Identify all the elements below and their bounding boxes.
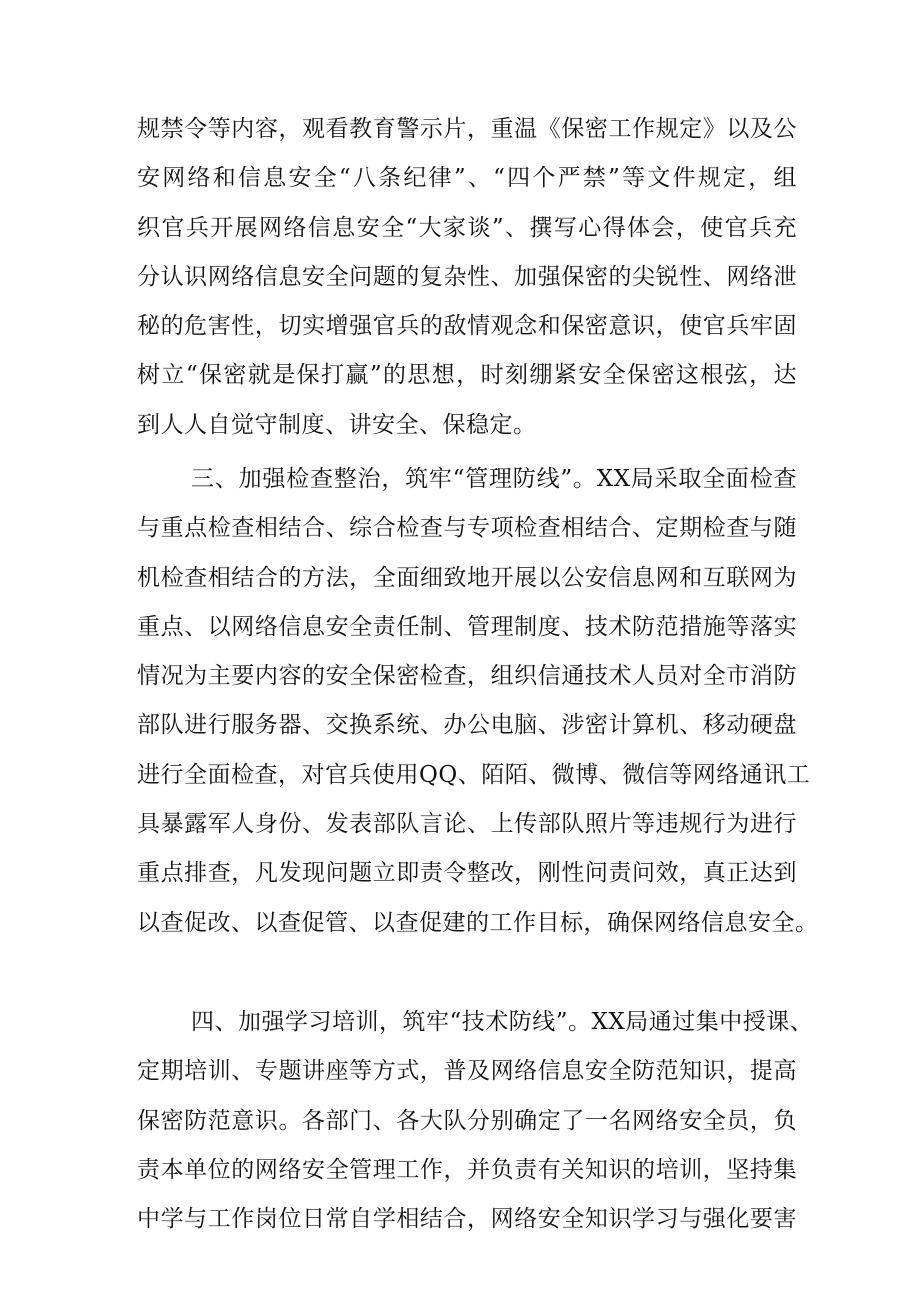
text-line: 责本单位的网络安全管理工作，并负责有关知识的培训，坚持集 xyxy=(137,1156,797,1183)
text-line: 分认识网络信息安全问题的复杂性、加强保密的尖锐性、网络泄 xyxy=(137,263,797,290)
paragraph-section-three xyxy=(137,455,819,948)
text-line: 中学与工作岗位日常自学相结合，网络安全知识学习与强化要害 xyxy=(137,1206,797,1233)
text-line: 三、加强检查整治，筑牢“管理防线”。XX局采取全面检查 xyxy=(191,466,797,492)
text-line: 到人人自觉守制度、讲安全、保稳定。 xyxy=(137,411,537,438)
text-line: 机检查相结合的方法，全面细致地开展以公安信息网和互联网为 xyxy=(137,564,797,591)
text-line: 规禁令等内容，观看教育警示片，重温《保密工作规定》以及公 xyxy=(137,116,797,142)
text-line: 织官兵开展网络信息安全“大家谈”、撰写心得体会，使官兵充 xyxy=(137,214,797,241)
text-line: 部队进行服务器、交换系统、办公电脑、涉密计算机、移动硬盘 xyxy=(137,712,797,739)
text-line: 重点、以网络信息安全责任制、管理制度、技术防范措施等落实 xyxy=(137,613,797,640)
paragraph-section-four xyxy=(137,998,814,1244)
text-line: 安网络和信息安全“八条纪律”、“四个严禁”等文件规定，组 xyxy=(137,165,797,192)
text-line: 重点排查，凡发现问题立即责令整改，刚性问责问效，真正达到 xyxy=(137,860,797,887)
text-line: 具暴露军人身份、发表部队言论、上传部队照片等违规行为进行 xyxy=(137,811,797,838)
text-line: 与重点检查相结合、综合检查与专项检查相结合、定期检查与随 xyxy=(137,515,797,542)
text-line: 定期培训、专题讲座等方式，普及网络信息安全防范知识，提高 xyxy=(137,1058,797,1085)
text-line: 秘的危害性，切实增强官兵的敌情观念和保密意识，使官兵牢固 xyxy=(137,313,797,340)
text-line: 情况为主要内容的安全保密检查，组织信通技术人员对全市消防 xyxy=(137,663,797,690)
text-line: 进行全面检查，对官兵使用QQ、陌陌、微博、微信等网络通讯工 xyxy=(137,761,811,788)
text-line: 以查促改、以查促管、以查促建的工作目标，确保网络信息安全。 xyxy=(137,909,819,936)
paragraph-continuation xyxy=(137,105,797,450)
text-line: 树立“保密就是保打赢”的思想，时刻绷紧安全保密这根弦，达 xyxy=(137,362,797,389)
text-line: 四、加强学习培训，筑牢“技术防线”。XX局通过集中授课、 xyxy=(191,1009,814,1035)
text-line: 保密防范意识。各部门、各大队分别确定了一名网络安全员，负 xyxy=(137,1107,797,1134)
